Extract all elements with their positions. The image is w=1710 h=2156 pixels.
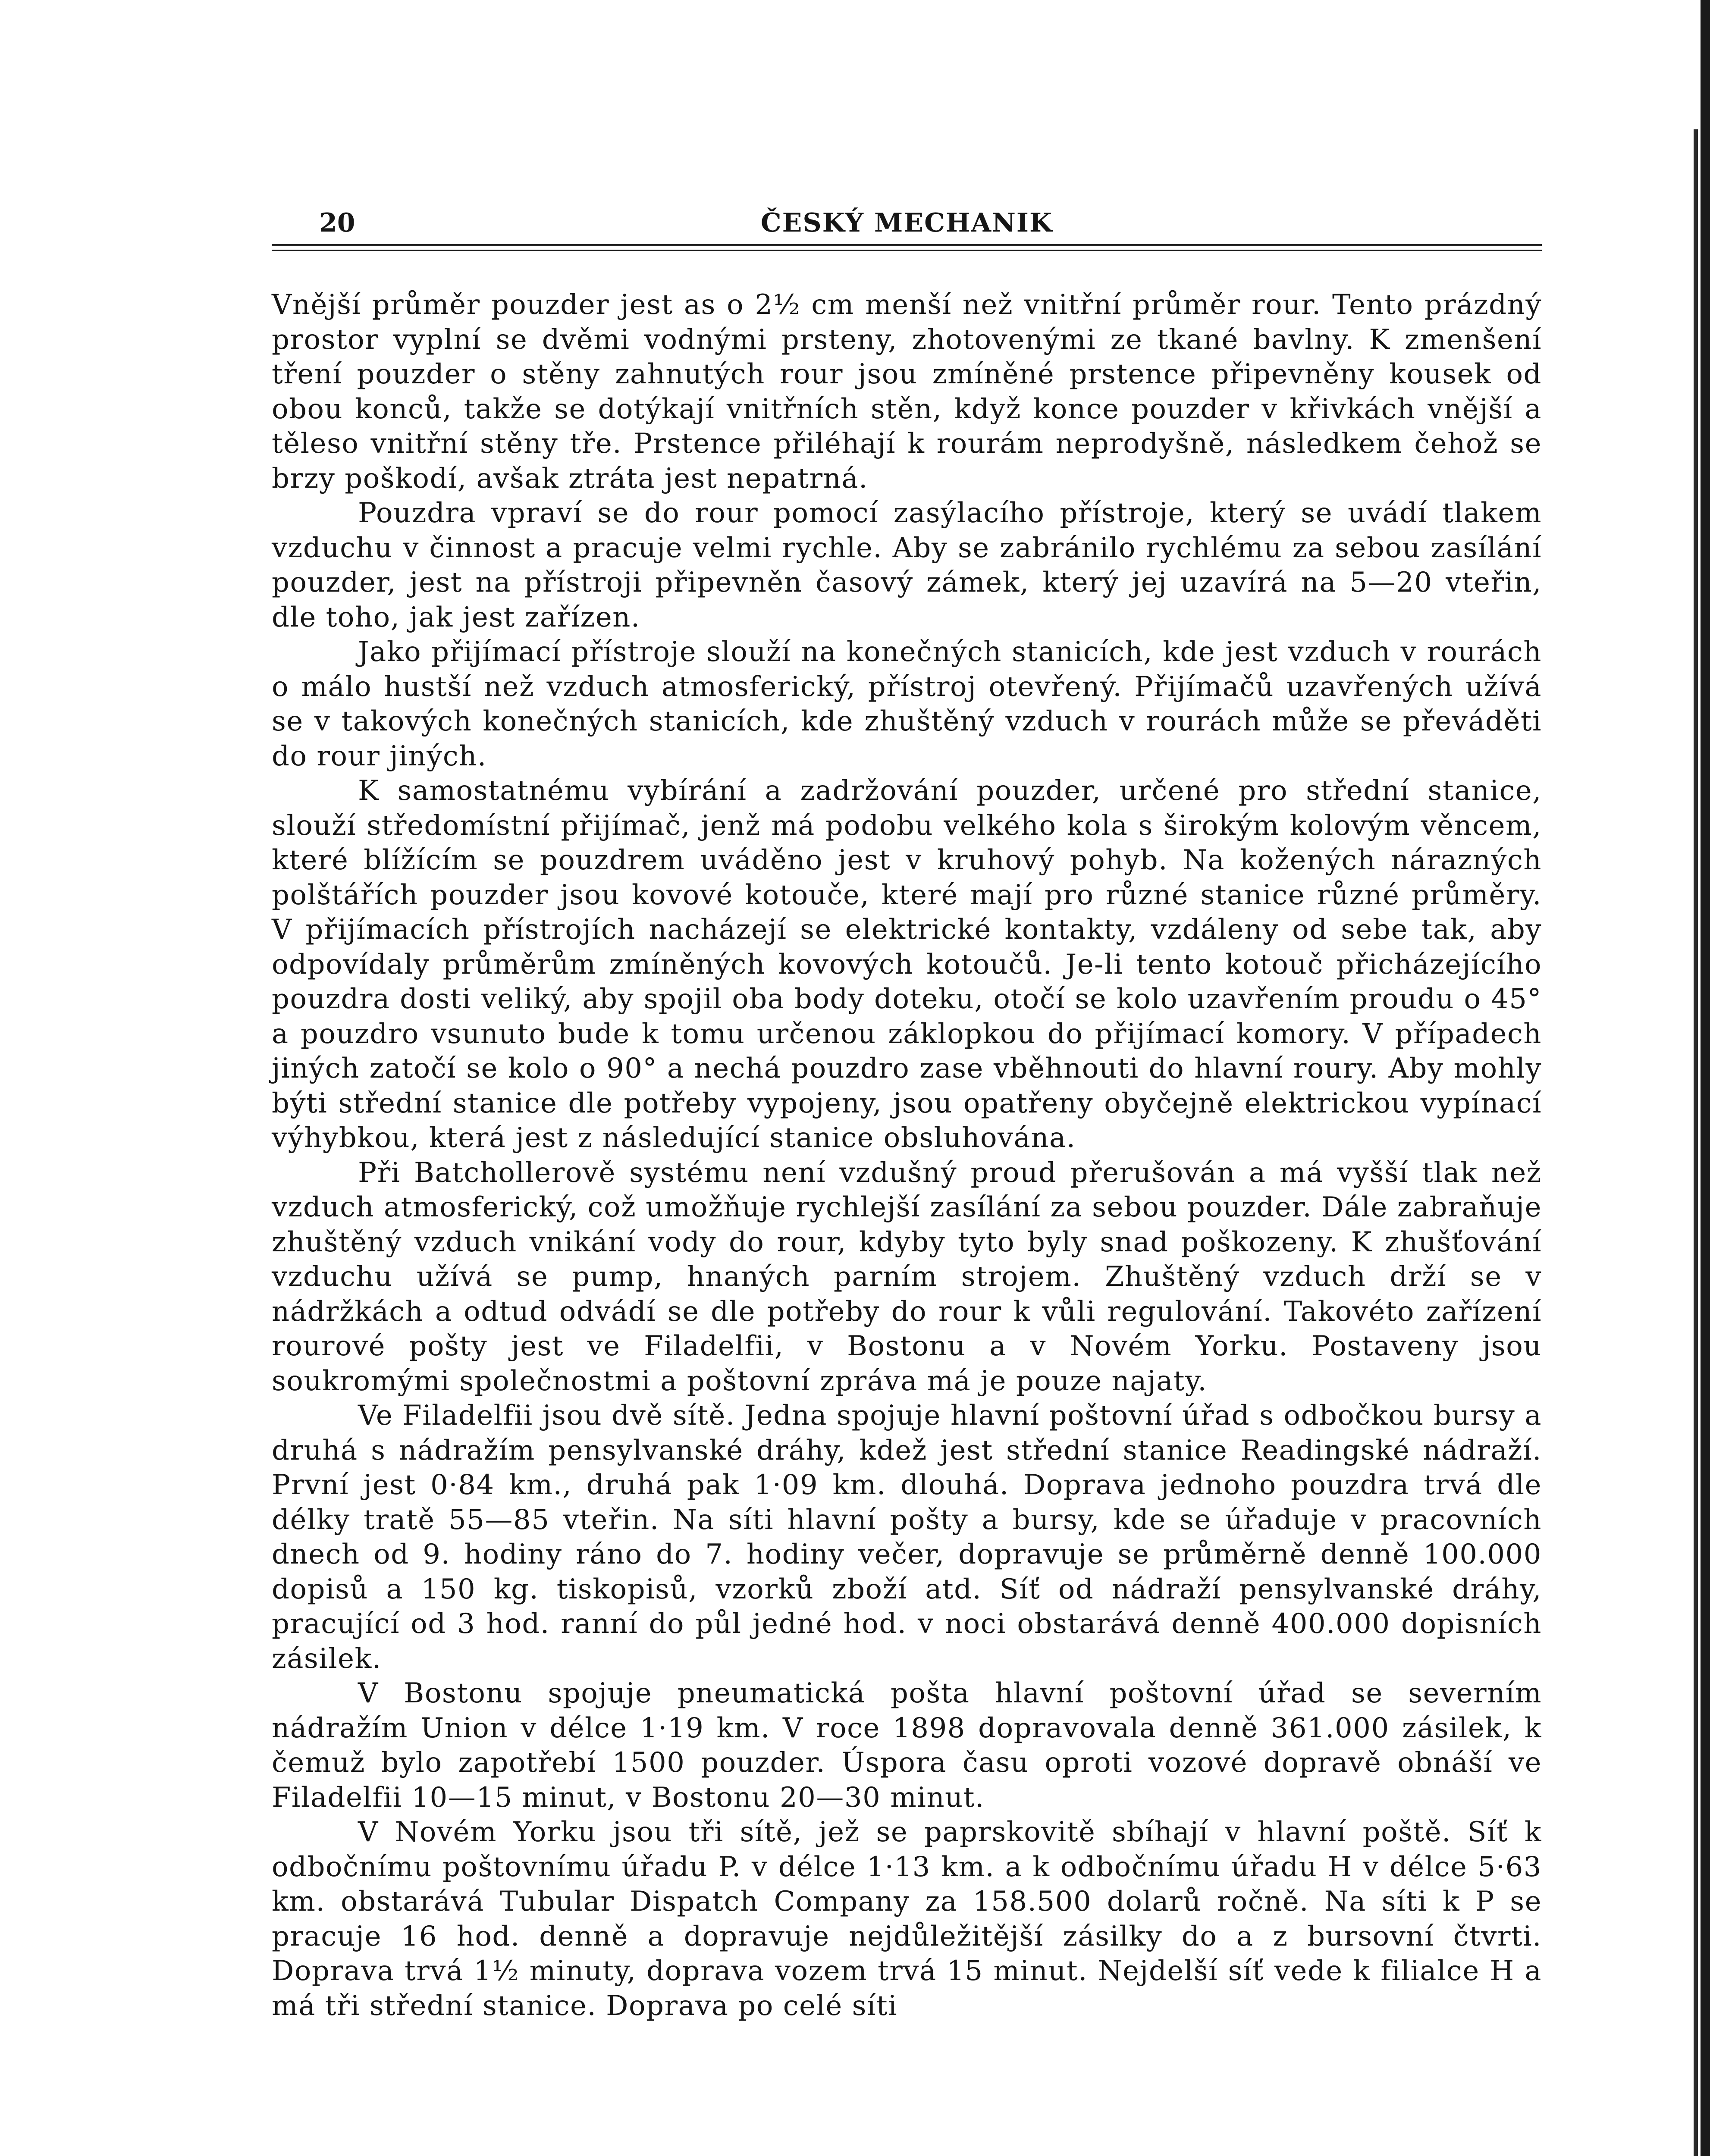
paragraph: K samostatnému vybírání a zadržování pouzder, určené pro střední stanice, slouží středomístní přijímač, jenž má podobu velkého kola s širokým kolovým věncem, které blížícím se pouzdrem uváděno jest v kruhový pohyb. Na kožených nárazných polštářích pouzder jsou kovové kotouče, které mají pro různé stanice různé průměry. V přijímacích přístrojích nacházejí se elektrické kontakty, vzdáleny od sebe tak, aby odpovídaly průměrům zmíněných kovových kotoučů. Je-li tento kotouč přicházejícího pouzdra dosti veliký, aby spojil oba body doteku, otočí se kolo uzavřením proudu o 45° a pouzdro vsunuto bude k tomu určenou záklopkou do přijímací komory. V případech jiných zatočí se kolo o 90° a nechá pouzdro zase vběhnouti do hlavní roury. Aby mohly býti střední stanice dle potřeby vypojeny, jsou opatřeny obyčejně elektrickou vypínací výhybkou, která jest z následující stanice obsluhována. bbox=[272, 775, 1542, 1154]
paragraph: V Bostonu spojuje pneumatická pošta hlavní poštovní úřad se severním nádražím Union v délce 1·19 km. V roce 1898 dopravovala denně 361.000 zásilek, k čemuž bylo zapotřebí 1500 pouzder. Úspora času oproti vozové dopravě obnáší ve Filadelfii 10—15 minut, v Bostonu 20—30 minut. bbox=[272, 1677, 1542, 1814]
scan-border bbox=[1701, 0, 1710, 2156]
page bbox=[272, 203, 1542, 2023]
running-header bbox=[272, 203, 1542, 241]
paragraph: Vnější průměr pouzder jest as o 2½ cm menší než vnitřní průměr rour. Tento prázdný prostor vyplní se dvěmi vodnými prsteny, zhotovenými ze tkané bavlny. K zmenšení tření pouzder o stěny zahnutých rour jsou zmíněné prstence připevněny kousek od obou konců, takže se dotýkají vnitřních stěn, když konce pouzder v křivkách vnější a těleso vnitřní stěny tře. Prstence přiléhají k rourám neprodyšně, následkem čehož se brzy poškodí, avšak ztráta jest nepatrná. bbox=[272, 289, 1542, 495]
article-body bbox=[272, 288, 1542, 2023]
paragraph: Při Batchollerově systému není vzdušný proud přerušován a má vyšší tlak než vzduch atmosferický, což umožňuje rychlejší zasílání za sebou pouzder. Dále zabraňuje zhuštěný vzduch vnikání vody do rour, kdyby tyto byly snad poškozeny. K zhušťování vzduchu užívá se pump, hnaných parním strojem. Zhuštěný vzduch drží se v nádržkách a odtud odvádí se dle potřeby do rour k vůli regulování. Takovéto zařízení rourové pošty jest ve Filadelfii, v Bostonu a v Novém Yorku. Postaveny jsou soukromými společnostmi a poštovní zpráva má je pouze najaty. bbox=[272, 1156, 1542, 1397]
scan-border-inner bbox=[1694, 129, 1698, 2156]
running-title: ČESKÝ MECHANIK bbox=[760, 208, 1053, 238]
paragraph: Ve Filadelfii jsou dvě sítě. Jedna spojuje hlavní poštovní úřad s odbočkou bursy a druhá s nádražím pensylvanské dráhy, kdež jest střední stanice Readingské nádraží. První jest 0·84 km., druhá pak 1·09 km. dlouhá. Doprava jednoho pouzdra trvá dle délky tratě 55—85 vteřin. Na síti hlavní pošty a bursy, kde se úřaduje v pracovních dnech od 9. hodiny ráno do 7. hodiny večer, dopravuje se průměrně denně 100.000 dopisů a 150 kg. tiskopisů, vzorků zboží atd. Síť od nádraží pensylvanské dráhy, pracující od 3 hod. ranní do půl jedné hod. v noci obstarává denně 400.000 dopisních zásilek. bbox=[272, 1400, 1542, 1675]
paragraph: Jako přijímací přístroje slouží na konečných stanicích, kde jest vzduch v rourách o málo hustší než vzduch atmosferický, přístroj otevřený. Přijímačů uzavřených užívá se v takových konečných stanicích, kde zhuštěný vzduch v rourách může se převáděti do rour jiných. bbox=[272, 636, 1542, 772]
paragraph: Pouzdra vpraví se do rour pomocí zasýlacího přístroje, který se uvádí tlakem vzduchu v činnost a pracuje velmi rychle. Aby se zabránilo rychlému za sebou zasílání pouzder, jest na přístroji připevněn časový zámek, který jej uzavírá na 5—20 vteřin, dle toho, jak jest zařízen. bbox=[272, 497, 1542, 633]
paragraph: V Novém Yorku jsou tři sítě, jež se paprskovitě sbíhají v hlavní poště. Síť k odbočnímu poštovnímu úřadu P. v délce 1·13 km. a k odbočnímu úřadu H v délce 5·63 km. obstarává Tubular Dispatch Company za 158.500 dolarů ročně. Na síti k P se pracuje 16 hod. denně a dopravuje nejdůležitější zásilky do a z bursovní čtvrti. Doprava trvá 1½ minuty, doprava vozem trvá 15 minut. Nejdelší síť vede k filialce H a má tři střední stanice. Doprava po celé síti bbox=[272, 1816, 1542, 2022]
page-number: 20 bbox=[319, 208, 355, 238]
header-rule bbox=[272, 244, 1542, 246]
header-rule-thin bbox=[272, 250, 1542, 251]
